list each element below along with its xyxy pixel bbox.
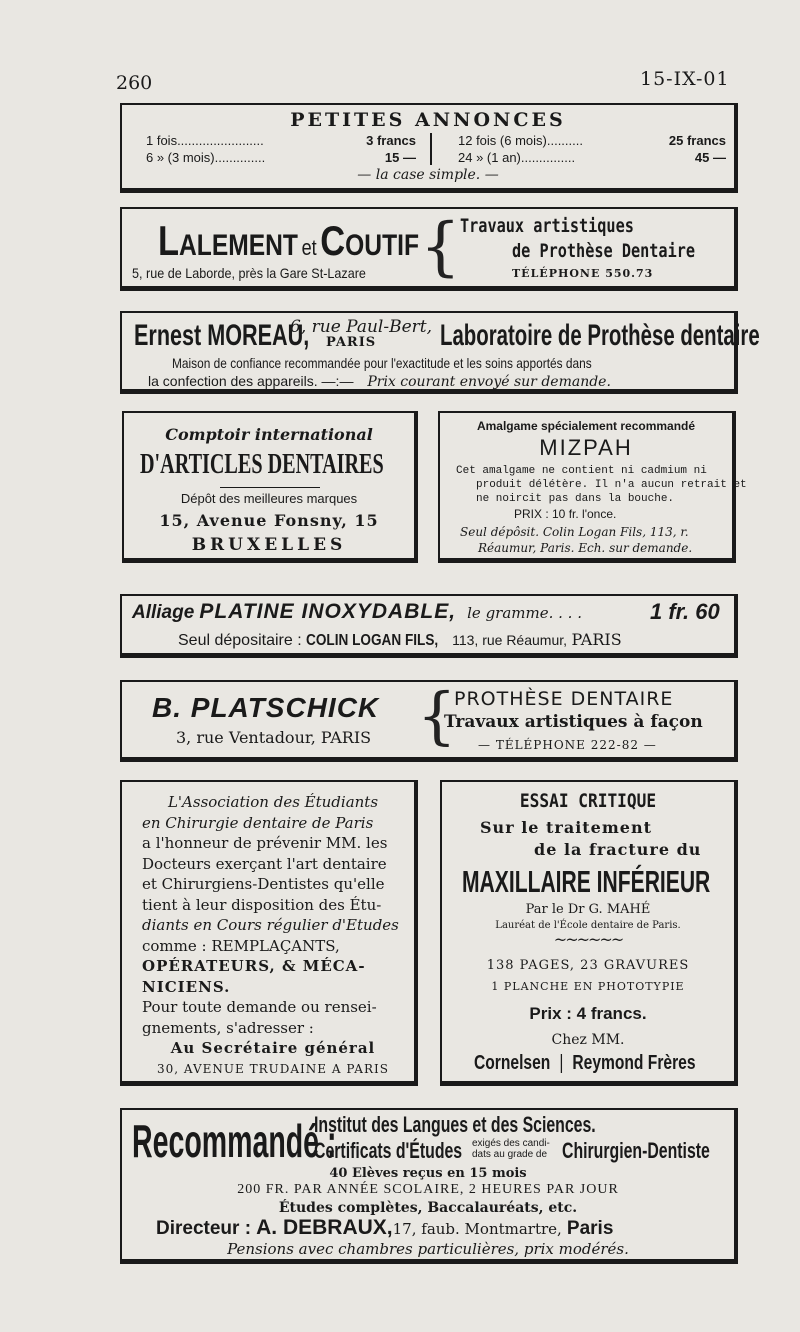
essai-price: Prix : 4 francs.: [529, 1004, 647, 1023]
lalement-line2: de Prothèse Dentaire: [512, 240, 696, 262]
platschick-ad: [120, 680, 738, 762]
comptoir-line5: BRUXELLES: [191, 535, 347, 555]
comptoir-line3: Dépôt des meilleures marques: [180, 491, 358, 506]
essai-pages: 138 PAGES, 23 GRAVURES: [486, 958, 690, 973]
platschick-phone: — TÉLÉPHONE 222-82 —: [478, 738, 657, 752]
recommande-ad: [120, 1108, 738, 1264]
comptoir-line2: D'ARTICLES DENTAIRES: [140, 449, 384, 480]
moreau-lab: Laboratoire de Prothèse dentaire: [440, 319, 760, 352]
rate-row-2-left: 6 » (3 mois).............. 15 —: [146, 150, 416, 165]
essai-author: Par le Dr G. MAHÉ: [525, 902, 651, 917]
essai-line2: de la fracture du: [534, 840, 702, 859]
alliage-price: 1 fr. 60: [650, 599, 720, 624]
mizpah-ad: [438, 411, 747, 563]
recommande-small: exigés des candi- dats au grade de: [472, 1138, 550, 1160]
recommande-big: Recommandé :: [132, 1115, 337, 1167]
platschick-line2: Travaux artistiques à façon: [444, 712, 703, 732]
comptoir-line1: Comptoir international: [165, 425, 373, 444]
mizpah-desc3: ne noircit pas dans la bouche.: [476, 493, 675, 505]
essai-title: ESSAI CRITIQUE: [519, 790, 657, 812]
recommande-directeur: Directeur : A. DEBRAUX,17, faub. Montmartre, Paris: [156, 1216, 614, 1239]
petites-annonces-box: [120, 103, 738, 193]
association-line: en Chirurgie dentaire de Paris: [142, 813, 374, 832]
lalement-coutif-ad: [120, 207, 738, 291]
association-line: NICIENS.: [142, 977, 231, 996]
petites-annonces-title: PETITES ANNONCES: [290, 109, 566, 131]
essai-chez: Chez MM.: [551, 1032, 625, 1048]
brace: {: [420, 210, 461, 284]
rate-row-1-right: 12 fois (6 mois).......... 25 francs: [458, 133, 726, 148]
petites-annonces-footer: — la case simple. —: [357, 167, 499, 183]
association-line: Docteurs exerçant l'art dentaire: [142, 854, 387, 873]
association-line: Pour toute demande ou rensei-: [142, 998, 377, 1016]
essai-laureat: Lauréat de l'École dentaire de Paris.: [495, 920, 681, 931]
essai-line3: MAXILLAIRE INFÉRIEUR: [462, 864, 711, 899]
mizpah-name: MIZPAH: [539, 435, 633, 460]
recommande-prix: 200 FR. PAR ANNÉE SCOLAIRE, 2 HEURES PAR JOUR: [237, 1182, 619, 1197]
essai-publishers: Cornelsen | Reymond Frères: [474, 1052, 696, 1074]
association-line: a l'honneur de prévenir MM. les: [142, 834, 388, 852]
mizpah-depot2: Réaumur, Paris. Ech. sur demande.: [478, 541, 693, 555]
rates-divider: [430, 133, 432, 165]
recommande-pensions: Pensions avec chambres particulières, prix modérés.: [227, 1240, 629, 1258]
alliage-ad: [120, 594, 738, 658]
rate-row-2-right: 24 » (1 an)............... 45 —: [458, 150, 726, 165]
association-line: tient à leur disposition des Étu-: [142, 895, 382, 914]
association-ad: [120, 780, 418, 1086]
essai-planche: 1 PLANCHE EN PHOTOTYPIE: [491, 980, 685, 993]
mizpah-desc1: Cet amalgame ne contient ni cadmium ni: [456, 465, 707, 477]
comptoir-rule: [220, 487, 320, 488]
comptoir-line4: 15, Avenue Fonsny, 15: [159, 511, 379, 530]
association-line: OPÉRATEURS, & MÉCA-: [142, 957, 366, 975]
recommande-line2b: Chirurgien-Dentiste: [562, 1138, 710, 1163]
comptoir-ad: [122, 411, 418, 563]
platschick-line1: PROTHÈSE DENTAIRE: [454, 688, 674, 710]
issue-date: 15-IX-01: [640, 68, 730, 90]
moreau-street: 6, rue Paul-Bert,: [290, 317, 433, 337]
mizpah-desc2: produit délétère. Il n'a aucun retrait et: [476, 479, 747, 491]
mizpah-price: PRIX : 10 fr. l'once.: [514, 507, 617, 521]
recommande-eleves: 40 Elèves reçus en 15 mois: [329, 1166, 527, 1181]
rate-row-1-left: 1 fois........................ 3 francs: [146, 133, 416, 148]
association-line: et Chirurgiens-Dentistes qu'elle: [142, 875, 385, 893]
association-line: gnements, s'adresser :: [142, 1018, 314, 1037]
moreau-desc1: Maison de confiance recommandée pour l'exactitude et les soins apportés dans: [172, 355, 592, 371]
lalement-address: 5, rue de Laborde, près la Gare St-Lazare: [132, 265, 366, 281]
alliage-title: Alliage PLATINE INOXYDABLE, le gramme. . . .: [132, 600, 582, 623]
lalement-line1: Travaux artistiques: [460, 215, 634, 237]
page-number: 260: [116, 72, 153, 94]
association-line: comme : REMPLAÇANTS,: [142, 936, 340, 955]
alliage-line2: Seul dépositaire : COLIN LOGAN FILS, 113, rue Réaumur, PARIS: [178, 630, 622, 649]
essai-line1: Sur le traitement: [480, 818, 652, 837]
moreau-ad: [120, 311, 760, 394]
recommande-line1: Institut des Langues et des Sciences.: [314, 1112, 596, 1137]
moreau-city: PARIS: [326, 335, 377, 350]
association-line: diants en Cours régulier d'Etudes: [142, 916, 399, 934]
recommande-etudes: Études complètes, Baccalauréats, etc.: [278, 1200, 578, 1216]
moreau-name: Ernest MOREAU,: [134, 319, 310, 352]
association-line: 30, AVENUE TRUDAINE A PARIS: [157, 1061, 389, 1076]
lalement-coutif-name: LALEMENT et COUTIF: [158, 217, 419, 264]
platschick-name: B. PLATSCHICK: [152, 692, 380, 723]
lalement-phone: TÉLÉPHONE 550.73: [512, 267, 654, 280]
essai-ad: [440, 780, 738, 1086]
association-line: Au Secrétaire général: [170, 1039, 376, 1057]
platschick-address: 3, rue Ventadour, PARIS: [176, 728, 372, 747]
association-line: L'Association des Étudiants: [167, 793, 379, 811]
association-body: [142, 792, 404, 1079]
mizpah-line1: Amalgame spécialement recommandé: [476, 419, 696, 433]
recommande-line2: Certificats d'Études: [314, 1138, 463, 1163]
mizpah-depot1: Seul dépôsit. Colin Logan Fils, 113, r.: [460, 525, 689, 539]
brace-2: {: [417, 679, 457, 752]
wave-ornament: ~~~~~~: [553, 930, 623, 949]
moreau-desc2: la confection des appareils. —:— Prix courant envoyé sur demande.: [148, 373, 611, 390]
